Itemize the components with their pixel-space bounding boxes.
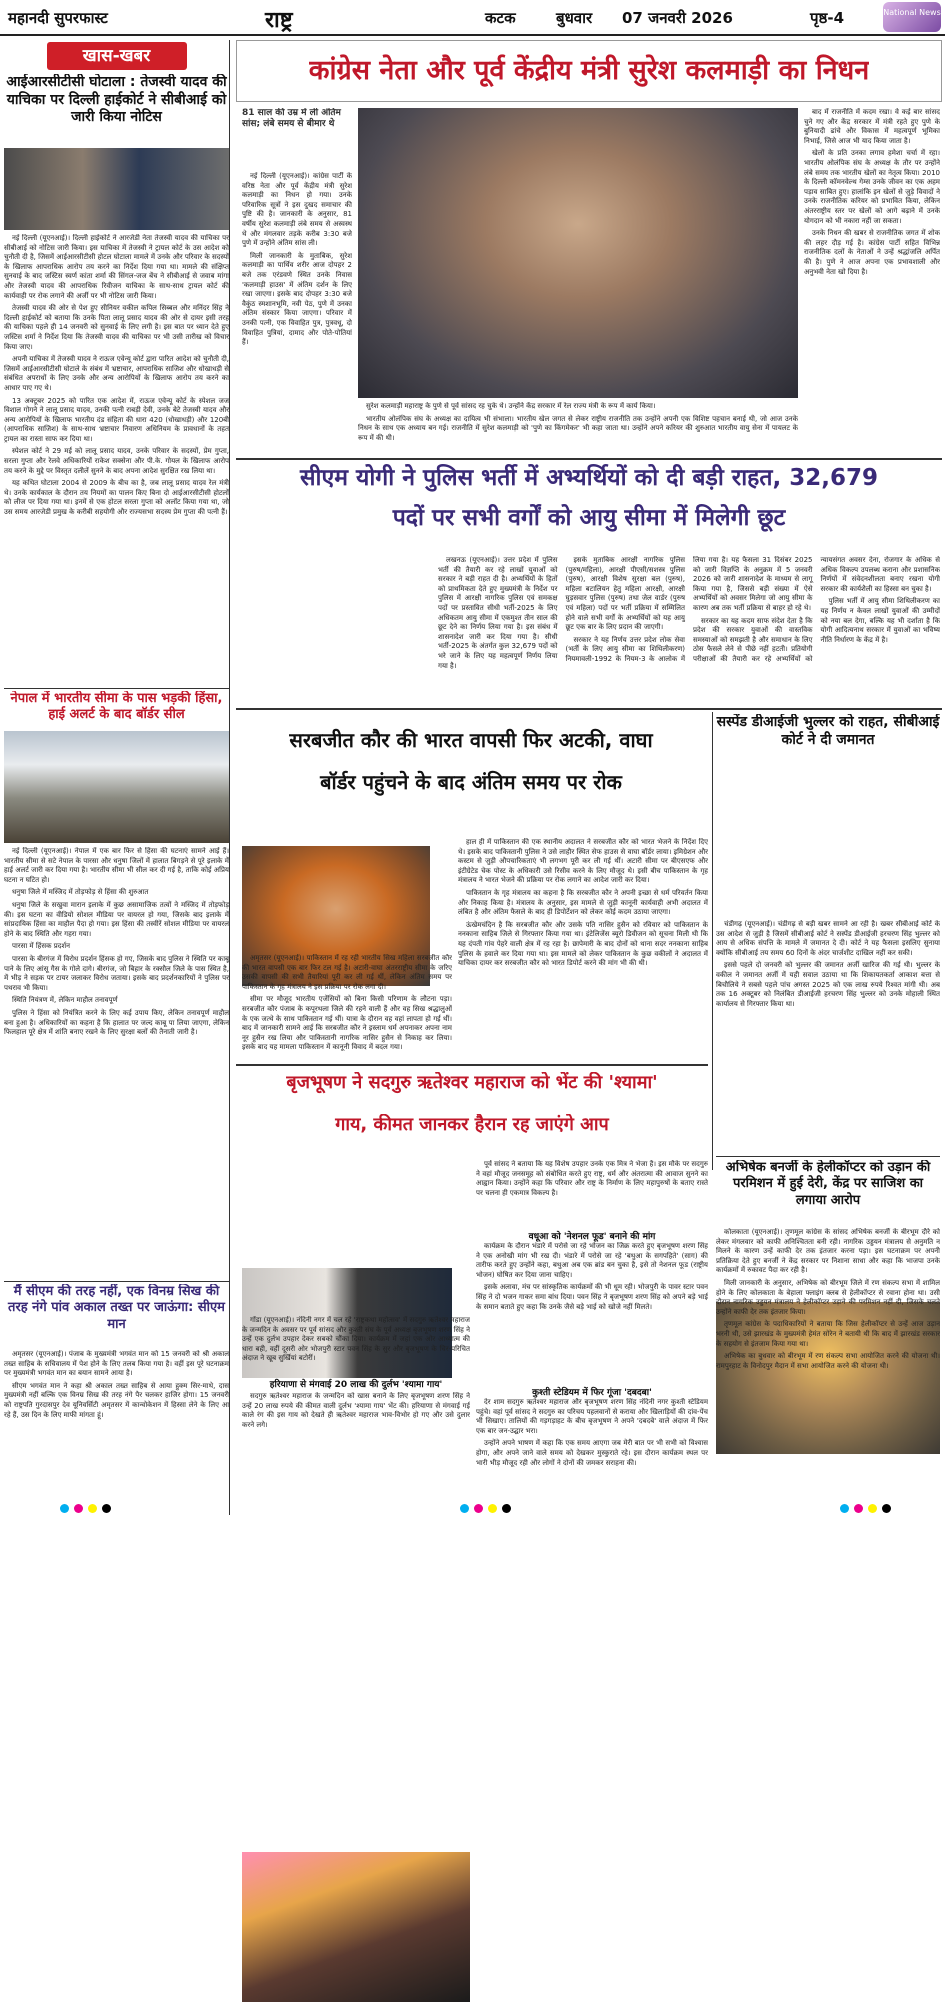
brij-right-body-3: देर शाम सदगुरु ऋतेश्वर महाराज और बृजभूषण शरण सिंह नंदिनी नगर कुश्ती स्टेडियम पहुंचे। वहां पूर्व सांसद ने सदगुरु का परिचय पहलवानों से कराया और खिलाड़ियों की दांव-पेंच भी सिखाए। तालियों की गड़गड़ाहट के बीच बृजभूषण ने अपने 'दबदबे' वाले अंदाज में फिर एक बार जन-उद्घार भरा। उन्होंने अपने भाषण में कहा कि एक समय आएगा जब मेरी बात पर भी सभी को विश्वास होगा, और अपने जाने वाले समय को देखकर मुस्कुराते रहे। इस दौरान कार्यक्रम स्थल पर भारी भीड़ मौजूद रही और लोगों ने दोनों की जमकर सराहना की। [476, 1398, 708, 1467]
kalmadi-kicker: 81 साल की उम्र में ली अंतिम सांस; लंबे समय से बीमार थे [242, 108, 341, 130]
page-number: पृष्ठ-4 [810, 9, 845, 27]
brij-left-body-2: सदगुरु ऋतेश्वर महाराज के जन्मदिन को खास बनाने के लिए बृजभूषण शरण सिंह ने उन्हें 20 लाख रुपये की कीमत वाली दुर्लभ 'श्यामा गाय' भेंट की। हरियाणा से मंगवाई गई काले रंग की इस गाय को देखते ही ऋतेश्वर महाराज भाव-विभोर हो गए और उसे दुलार करने लगे। [242, 1392, 470, 1429]
brij-headline-b: गाय, कीमत जानकर हैरान रह जाएंगे आप [335, 1114, 609, 1135]
brij-right-body-2: कार्यक्रम के दौरान भंडारे में परोसे जा रहे भोजन का जिक्र करते हुए बृजभूषण शरण सिंह ने एक अनोखी मांग भी रख दी। भंडारे में परोसे जा रहे 'बथुआ के सगपहिते' (साग) की तारीफ करते हुए उन्होंने कहा, बथुआ अब एक ब्रांड बन चुका है, इसे तो नेशनल फूड (राष्ट्रीय भोजन) घोषित कर दिया जाना चाहिए। इसके अलावा, मंच पर सांस्कृतिक कार्यक्रमों की भी धूम रही। भोजपुरी के पावर स्टार पवन सिंह ने दो भजन गाकर समा बांध दिया। पवन सिंह ने बृजभूषण शरण सिंह को अपने बड़े भाई के समान बताते हुए कहा कि उनके जैसे बड़े भाई को खोजे नहीं मिलते। [476, 1242, 708, 1311]
kalmadi-left-body: नई दिल्ली (यूएनआई)। कांग्रेस पार्टी के वरिष्ठ नेता और पूर्व केंद्रीय मंत्री सुरेश कलमाड़ी का निधन हो गया। उनके परिवारिक सूत्रों ने इस दुखद समाचार की पुष्टि की है। जानकारी के अनुसार, 81 वर्षीय सुरेश कलमाड़ी लंबे समय से अस्वस्थ थे और मंगलवार तड़के करीब 3:30 बजे पुणे में उन्होंने अंतिम सांस ली। मिली जानकारी के मुताबिक, सुरेश कलमाड़ी का पार्थिव शरीर आज दोपहर 2 बजे तक एरंडवणे स्थित उनके निवास 'कलमाड़ी हाउस' में अंतिम दर्शन के लिए रखा जाएगा। इसके बाद दोपहर 3:30 बजे वैकुंठ स्मशानभूमि, नवी पेठ, पुणे में उनका अंतिम संस्कार किया जाएगा। परिवार में उनकी पत्नी, एक विवाहित पुत्र, पुत्रवधू, दो विवाहित पुत्रियां, दामाद और पोते-पोतियां हैं। [242, 172, 352, 347]
kalmadi-bottom-body: सुरेश कलमाड़ी महाराष्ट्र के पुणे से पूर्व सांसद रह चुके थे। उन्होंने केंद्र सरकार में रेल राज्य मंत्री के रूप में कार्य किया। भारतीय ओलंपिक संघ के अध्यक्ष का दायित्व भी संभाला। भारतीय खेल जगत से लेकर राष्ट्रीय राजनीति तक उन्होंने अपनी एक विशिष्ट पहचान बनाई थी, जो आज उनके निधन के साथ एक अध्याय बन गई। राजनीति में सुरेश कलमाड़ी को 'पुणे का किंगमेकर' भी कहा जाता था। उन्होंने अपने करियर की शुरुआत भारतीय वायु सेना में पायलट के रूप में की थी। [358, 402, 798, 442]
khas-khabar-badge: खास-खबर [47, 42, 187, 70]
mann-headline: मैं सीएम की तरह नहीं, एक विनम्र सिख की तरह नंगे पांव अकाल तख्त पर जाऊंगा: सीएम मान [8, 1284, 225, 1332]
section-name: राष्ट्र [265, 8, 293, 33]
nepal-body: नई दिल्ली (यूएनआई)। नेपाल में एक बार फिर से हिंसा की घटनाएं सामने आई हैं। भारतीय सीमा से सटे नेपाल के पारसा और धनुषा जिलों में हालात बिगड़ने से पूरे इलाके में हाई अलर्ट जारी कर दिया गया है। भारतीय सीमा भी सील कर दी गई है, ताकि कोई अप्रिय घटना न घटित हो। धनुषा जिले में मस्जिद में तोड़फोड़ से हिंसा की शुरुआत धनुषा जिले के सखुवा मारान इलाके में कुछ असामाजिक तत्वों ने मस्जिद में तोड़फोड़ की। इस घटना का वीडियो सोशल मीडिया पर वायरल हो गया, जिसके बाद इलाके में सांप्रदायिक हिंसा का माहौल पैदा हो गया। इस हिंसा की तस्वीरें सोशल मीडिया पर वायरल होने के बाद स्थिति और गहरा गया। पारसा में हिंसक प्रदर्शन पारसा के बीरगंज में विरोध प्रदर्शन हिंसक हो गए, जिसके बाद पुलिस ने स्थिति पर काबू पाने के लिए आंसू गैस के गोले दागे। बीरगंज, जो बिहार के रक्सौल जिले के पास स्थित है, में भीड़ ने सड़क पर टायर जलाकर विरोध जताया। इसके बाद प्रदर्शनकारियों ने पुलिस पर पथराव भी किया। स्थिति नियंत्रण में, लेकिन माहौल तनावपूर्ण पुलिस ने हिंसा को नियंत्रित करने के लिए कई उपाय किए, लेकिन तनावपूर्ण माहौल बना हुआ है। अधिकारियों का कहना है कि हालात पर जल्द काबू पा लिया जाएगा, लेकिन फिलहाल पूरे क्षेत्र में शांति बनाए रखने के लिए सुरक्षा बलों की तैनाती जारी है। [4, 847, 229, 1037]
kalmadi-right-body: बाद में राजनीति में कदम रखा। वे कई बार सांसद चुने गए और केंद्र सरकार में मंत्री रहते हुए पुणे के बुनियादी ढांचे और विकास में महत्वपूर्ण भूमिका निभाई, जिसे आज भी याद किया जाता है। खेलों के प्रति उनका लगाव हमेशा चर्चा में रहा। भारतीय ओलंपिक संघ के अध्यक्ष के तौर पर उन्होंने लंबे समय तक भारतीय खेलों का नेतृत्व किया। 2010 के दिल्ली कॉमनवेल्थ गेम्स उनके जीवन का एक अहम पड़ाव साबित हुए। हालांकि इन खेलों से जुड़े विवादों ने उनके राजनीतिक करियर को प्रभावित किया, लेकिन अंतरराष्ट्रीय स्तर पर खेलों को आगे बढ़ाने में उनके योगदान को भी नकारा नहीं जा सकता। उनके निधन की खबर से राजनीतिक जगत में शोक की लहर दौड़ गई है। कांग्रेस पार्टी सहित विभिन्न राजनीतिक दलों के नेताओं ने उन्हें श्रद्धांजलि अर्पित की है। पुणे ने आज अपना एक प्रभावशाली और अनुभवी नेता खो दिया है। [804, 108, 940, 276]
national-news-logo: National News [883, 2, 941, 32]
masthead [0, 0, 945, 36]
brij-left-body: गोंडा (यूएनआई)। नंदिनी नगर में चल रहे 'राष्ट्रकथा महोत्सव' में सदगुरु ऋतेश्वर महाराज के जन्मदिन के अवसर पर पूर्व सांसद और कुश्ती संघ के पूर्व अध्यक्ष बृजभूषण शरण सिंह ने उन्हें एक दुर्लभ उपहार देकर सबको चौंका दिया। कार्यक्रम में जहां एक ओर आध्यात्म की धारा बही, वहीं दूसरी ओर भोजपुरी स्टार पवन सिंह के सुर और बृजभूषण के चिर-परिचित अंदाज ने खूब सुर्खियां बटोरीं। [242, 1316, 470, 1363]
kalmadi-photo [358, 108, 798, 398]
left-column [4, 40, 230, 1515]
day: बुधवार [556, 9, 593, 27]
date: 07 जनवरी 2026 [622, 9, 733, 27]
divider [236, 708, 942, 710]
bhullar-headline: सस्पेंड डीआईजी भुल्लर को राहत, सीबीआई कोर्ट ने दी जमानत [716, 714, 940, 748]
yogi-body: लखनऊ (यूएनआई)। उत्तर प्रदेश में पुलिस भर्ती की तैयारी कर रहे लाखों युवाओं को सरकार ने बड़ी राहत दी है। अभ्यर्थियों के हितों को प्राथमिकता देते हुए मुख्यमंत्री के निर्देश पर पुलिस में आरक्षी नागरिक पुलिस एवं समकक्ष पदों पर प्रस्तावित सीधी भर्ती-2025 के लिए अधिकतम आयु सीमा में एकमुश्त तीन साल की छूट देने का निर्णय लिया गया है। इस संबंध में शासनादेश जारी कर दिया गया है। सीधी भर्ती-2025 के अंतर्गत कुल 32,679 पदों को भरे जाने के लिए यह महत्वपूर्ण निर्णय लिया गया है। इसके मुताबिक आरक्षी नागरिक पुलिस (पुरुष/महिला), आरक्षी पीएसी/सशस्त्र पुलिस (पुरुष), आरक्षी विशेष सुरक्षा बल (पुरुष), महिला बटालियन हेतु महिला आरक्षी, आरक्षी घुड़सवार पुलिस (पुरुष) तथा जेल वार्डर (पुरुष एवं महिला) पदों पर भर्ती प्रक्रिया में सम्मिलित होने वाले सभी वर्गों के अभ्यर्थियों को यह आयु छूट एक बार के लिए प्रदान की जाएगी। सरकार ने यह निर्णय उत्तर प्रदेश लोक सेवा (भर्ती के लिए आयु सीमा का शिथिलीकरण) नियमावली-1992 के नियम-3 के आलोक में लिया गया है। यह फैसला 31 दिसंबर 2025 को जारी विज्ञप्ति के अनुक्रम में 5 जनवरी 2026 को जारी शासनादेश के माध्यम से लागू किया गया है, जिससे बड़ी संख्या में ऐसे अभ्यर्थियों को अवसर मिलेगा जो आयु सीमा के कारण अब तक भर्ती प्रक्रिया से बाहर हो रहे थे। सरकार का यह कदम साफ संदेश देता है कि प्रदेश की सरकार युवाओं की वास्तविक समस्याओं को समझती है और समाधान के लिए ठोस फैसले लेने से पीछे नहीं हटती। प्रतियोगी परीक्षाओं की तैयारी कर रहे अभ्यर्थियों को न्यायसंगत अवसर देना, रोजगार के अधिक से अधिक विकल्प उपलब्ध कराना और प्रशासनिक निर्णयों में संवेदनशीलता बनाए रखना योगी सरकार की कार्यशैली का हिस्सा बन चुका है। पुलिस भर्ती में आयु सीमा शिथिलीकरण का यह निर्णय न केवल लाखों युवाओं की उम्मीदों को नया बल देगा, बल्कि यह भी दर्शाता है कि योगी आदित्यनाथ सरकार में युवाओं का भविष्य नीति निर्धारण के केंद्र में है। [438, 556, 940, 670]
divider [236, 458, 942, 460]
paper-name: महानदी सुपरफास्ट [8, 9, 108, 27]
nepal-headline: नेपाल में भारतीय सीमा के पास भड़की हिंसा, हाई अलर्ट के बाद बॉर्डर सील [10, 691, 223, 723]
city: कटक [485, 9, 516, 27]
irctc-headline: आईआरसीटीसी घोटाला : तेजस्वी यादव की याचिका पर दिल्ली हाईकोर्ट ने सीबीआई को जारी किया नोटिस [6, 74, 227, 125]
print-registration-marks [0, 1500, 945, 1519]
abhishek-body: कोलकाता (यूएनआई)। तृणमूल कांग्रेस के सांसद अभिषेक बनर्जी के बीरभूम दौरे को लेकर मंगलवार को काफी अनिश्चितता बनी रही। नागरिक उड्डयन मंत्रालय से अनुमति न मिलने के कारण उन्हें काफी देर तक इंतजार करना पड़ा। इस घटनाक्रम पर अपनी प्रतिक्रिया देते हुए बनर्जी ने केंद्र सरकार पर निशाना साधा और कहा कि भाजपा उनके कार्यक्रमों में रुकावट पैदा कर रही है। मिली जानकारी के अनुसार, अभिषेक को बीरभूम जिले में रण संकल्प सभा में शामिल होने के लिए कोलकाता के बेहाला फ्लाइंग क्लब से हेलीकॉप्टर से रवाना होना था। उसी दौरान नागरिक उड्डयन मंत्रालय ने हेलीकॉप्टर उड़ाने की परमिशन नहीं दी, जिसके चलते उन्होंने काफी देर तक इंतजार किया। तृणमूल कांग्रेस के पदाधिकारियों ने बताया कि जिस हेलीकॉप्टर से उन्हें आज उड़ान भरनी थी, उसे झारखंड के मुख्यमंत्री हेमंत सोरेन ने बतायी थी कि बाद में झारखंड सरकार के सहयोग से इंतजाम किया गया था। अभिषेक का बुधवार को बीरभूम में रण संकल्प सभा आयोजित करने की योजना थी। रामपुरहाट के विनोदपुर मैदान में सभा आयोजित करने की योजना थी। [716, 1228, 940, 1370]
kalmadi-headline-box [236, 40, 942, 102]
sarabjit-headline-b: बॉर्डर पहुंचने के बाद अंतिम समय पर रोक [320, 770, 622, 794]
brij-right-body-1: पूर्व सांसद ने बताया कि यह विशेष उपहार उनके एक मित्र ने भेजा है। इस मौके पर सदगुरु ने वहां मौजूद जनसमूह को संबोधित करते हुए राष्ट्र, धर्म और अंतरात्मा की आवाज सुनने का आह्वान किया। उन्होंने कहा कि परिवार और राष्ट्र के निर्माण के लिए महापुरुषों के बताए रास्ते पर चलना ही एकमात्र विकल्प है। [476, 1160, 708, 1197]
sarabjit-left-body: अमृतसर (यूएनआई)। पाकिस्तान में रह रही भारतीय सिख महिला सरबजीत कौर की भारत वापसी एक बार फिर टल गई है। अटारी-वाघा अंतरराष्ट्रीय सीमा के जरिए उसकी वापसी की सभी तैयारियां पूरी कर ली गई थीं, लेकिन अंतिम समय पर पाकिस्तान के गृह मंत्रालय ने इस प्रक्रिया पर रोक लगा दी। सीमा पर मौजूद भारतीय एजेंसियों को बिना किसी परिणाम के लौटना पड़ा। सरबजीत कौर पंजाब के कपूरथला जिले की रहने वाली हैं और वह सिख श्रद्धालुओं के एक जत्थे के साथ पाकिस्तान गई थीं। यात्रा के दौरान वह वहां लापता हो गई थीं। बाद में जानकारी सामने आई कि सरबजीत कौर ने इस्लाम धर्म अपनाकर अपना नाम नूर हुसैन रख लिया और पाकिस्तानी नागरिक नासिर हुसैन से निकाह कर लिया। इसके बाद यह मामला पाकिस्तान में कानूनी विवाद में बदल गया। [242, 954, 452, 1052]
nepal-crowd-photo [4, 731, 229, 843]
abhishek-headline: अभिषेक बनर्जी के हेलीकॉप्टर को उड़ान की परमिशन में हुई देरी, केंद्र पर साजिश का लगाया आरोप [725, 1160, 931, 1208]
brij-photo [242, 1852, 470, 2002]
irctc-body: नई दिल्ली (यूएनआई)। दिल्ली हाईकोर्ट ने आरजेडी नेता तेजस्वी यादव की याचिका पर सीबीआई को नोटिस जारी किया। इस याचिका में तेजस्वी ने ट्रायल कोर्ट के उस आदेश को चुनौती दी है, जिसमें आईआरसीटीसी होटल घोटाला मामले में उनके और परिवार के सदस्यों के खिलाफ आपराधिक आरोप तय करने का निर्देश दिया गया था। मामले की संक्षिप्त सुनवाई के बाद जस्टिस स्वर्ण कांता शर्मा की सिंगल-जज बेंच ने सीबीआई से जवाब मांगा और तेजस्वी यादव की आपराधिक रिवीजन याचिका के साथ-साथ ट्रायल कोर्ट की कार्यवाही पर रोक लगाने की अर्जी पर भी नोटिस जारी किया। तेजस्वी यादव की ओर से पेश हुए सीनियर वकील कपिल सिब्बल और मनिंदर सिंह ने दिल्ली हाईकोर्ट को बताया कि उनके पिता लालू प्रसाद यादव की ओर से दायर इसी तरह की याचिका पहले ही 14 जनवरी को सुनवाई के लिए लगी है। इस बात पर ध्यान देते हुए जस्टिस शर्मा ने निर्देश दिया कि तेजस्वी यादव की याचिका पर भी उसी तारीख को विचार किया जाए। अपनी याचिका में तेजस्वी यादव ने राऊज एवेन्यू कोर्ट द्वारा पारित आदेश को चुनौती दी, जिसमें आईआरसीटीसी घोटाले के संबंध में भ्रष्टाचार, आपराधिक साजिश और धोखाधड़ी से संबंधित अपराधों के लिए उनके और अन्य आरोपियों के खिलाफ आरोप तय करने का आधार पाए गए थे। 13 अक्टूबर 2025 को पारित एक आदेश में, राऊज एवेन्यू कोर्ट के स्पेशल जज विशाल गोगने ने लालू प्रसाद यादव, उनकी पत्नी राबड़ी देवी, उनके बेटे तेजस्वी यादव और अन्य आरोपियों के खिलाफ भारतीय दंड संहिता की धारा 420 (धोखाधड़ी) और 120बी (आपराधिक साजिश) के साथ-साथ भ्रष्टाचार निवारण अधिनियम के प्रावधानों के तहत ट्रायल का रास्ता साफ कर दिया था। स्पेशल कोर्ट ने 29 मई को लालू प्रसाद यादव, उनके परिवार के सदस्यों, प्रेम गुप्ता, सरला गुप्ता और रेलवे अधिकारियों राकेश सक्सेना और पी.के. गोयल के खिलाफ आरोप तय करने के मुद्दे पर विस्तृत दलीलें सुनने के बाद अपना आदेश सुरक्षित रख लिया था। यह कथित घोटाला 2004 से 2009 के बीच का है, जब लालू प्रसाद यादव रेल मंत्री थे। उनके कार्यकाल के दौरान तय नियमों का पालन किए बिना दो आईआरसीटीसी होटलों को लीज पर दिया गया था। इनमें से एक होटल सरला गुप्ता को अलॉट किया गया था, जो उस समय आरजेडी प्रमुख के करीबी सहयोगी और राज्यसभा सदस्य प्रेम गुप्ता की पत्नी हैं। [4, 234, 229, 517]
sarabjit-headline-a: सरबजीत कौर की भारत वापसी फिर अटकी, वाघा [289, 728, 653, 752]
brij-subhead-2: वधूआ को 'नेशनल फूड' बनाने की मांग [528, 1232, 656, 1242]
tejashwi-photo [4, 148, 229, 230]
mann-body: अमृतसर (यूएनआई)। पंजाब के मुख्यमंत्री भगवंत मान को 15 जनवरी को श्री अकाल तख्त साहिब के सचिवालय में पेश होने के लिए तलब किया गया है। वहीं इस पूरे घटनाक्रम पर मुख्यमंत्री भगवंत मान का बयान सामने आया है। सीएम भगवंत मान ने कहा श्री अकाल तख्त साहिब से आया हुक्म सिर-माथे, दास मुख्यमंत्री नहीं बल्कि एक विनम्र सिख की तरह नंगे पैर चलकर हाजिर होगा। 15 जनवरी को राष्ट्रपति गुरदासपुर देव यूनिवर्सिटी अमृतसर में कान्वोकेशन में हिस्सा लेने के लिए आ रहे हैं, उस दिन के लिए माफी मांगता हूं। [4, 1350, 229, 1419]
sarabjit-right-body: हाल ही में पाकिस्तान की एक स्थानीय अदालत ने सरबजीत कौर को भारत भेजने के निर्देश दिए थे। इसके बाद पाकिस्तानी पुलिस ने उसे लाहौर स्थित सेफ हाउस से वाघा बॉर्डर लाया। इमिग्रेशन और कस्टम से जुड़ी औपचारिकताएं भी लगभग पूरी कर ली गई थीं। अटारी सीमा पर बीएसएफ और इंटीग्रेटेड चेक पोस्ट के अधिकारी उसे रिसीव करने के लिए मौजूद थे। इसी बीच पाकिस्तान के गृह मंत्रालय ने भारत भेजने की प्रक्रिया पर रोक लगाने का आदेश जारी कर दिया। पाकिस्तान के गृह मंत्रालय का कहना है कि सरबजीत कौर ने अपनी इच्छा से धर्म परिवर्तन किया और निकाह किया है। मंत्रालय के अनुसार, इस मामले से जुड़ी कानूनी कार्यवाही अभी अदालत में लंबित है और अंतिम फैसले के बाद ही डिपोर्टेशन को लेकर कोई कदम उठाया जाएगा। ऊंखेमचंदिन है कि सरबजीत कौर और उसके पति नासिर हुसैन को रविवार को पाकिस्तान के ननकाना साहिब जिले से गिरफ्तार किया गया था। इंटेलिजेंस ब्यूरो डिवीजन को सूचना मिली थी कि यह दंपती गांव पेहरे वाली क्षेत्र में रह रहा है। छापेमारी के बाद दोनों को थाना सदर ननकाना साहिब पुलिस के हवाले कर दिया गया था। इस मामले को लेकर पाकिस्तान के कुछ वकीलों ने अदालत में याचिका दायर कर सरबजीत कौर को भारत डिपोर्ट करने की मांग भी की थी। [458, 838, 708, 968]
brij-subhead-3: कुश्ती स्टेडियम में फिर गूंजा 'दबदबा' [532, 1388, 652, 1398]
kalmadi-headline: कांग्रेस नेता और पूर्व केंद्रीय मंत्री सुरेश कलमाड़ी का निधन [308, 55, 870, 87]
yogi-headline-b: पदों पर सभी वर्गों को आयु सीमा में मिलेगी छूट [392, 505, 786, 531]
brij-subhead-1: हरियाणा से मंगवाई 20 लाख की दुर्लभ 'श्यामा गाय' [269, 1380, 443, 1390]
brij-headline-a: बृजभूषण ने सदगुरु ऋतेश्वर महाराज को भेंट की 'श्यामा' [286, 1072, 658, 1093]
bhullar-body: चंडीगढ़ (यूएनआई)। चंडीगढ़ से बड़ी खबर सामने आ रही है। खबर सीबीआई कोर्ट के उस आदेश से जुड़ी है जिसमें सीबीआई कोर्ट ने सस्पेंड डीआईजी हरचरण सिंह भुल्लर को आय से अधिक संपत्ति के मामले में जमानत दे दी। कोर्ट ने यह फैसला इसलिए सुनाया क्योंकि सीबीआई तय समय 60 दिनों के अंदर चार्जशीट दाखिल नहीं कर सकी। इससे पहले दो जनवरी को भुल्लर की जमानत अर्जी खारिज की गई थी। भुल्लर के वकील ने जमानत अर्जी में यही सवाल उठाया था कि शिकायतकर्ता आकाश बत्ता से बिचौलिये ने सबसे पहले पांच अगस्त 2025 को एक लाख रुपये रिश्वत मांगी थी। अब तक 16 अक्टूबर को निलंबित डीआईजी हरचरण सिंह भुल्लर को उनके मोहाली स्थित कार्यालय से गिरफ्तार किया था। [716, 920, 940, 1008]
yogi-headline-a: सीएम योगी ने पुलिस भर्ती में अभ्यर्थियों को दी बड़ी राहत, 32,679 [300, 465, 878, 491]
